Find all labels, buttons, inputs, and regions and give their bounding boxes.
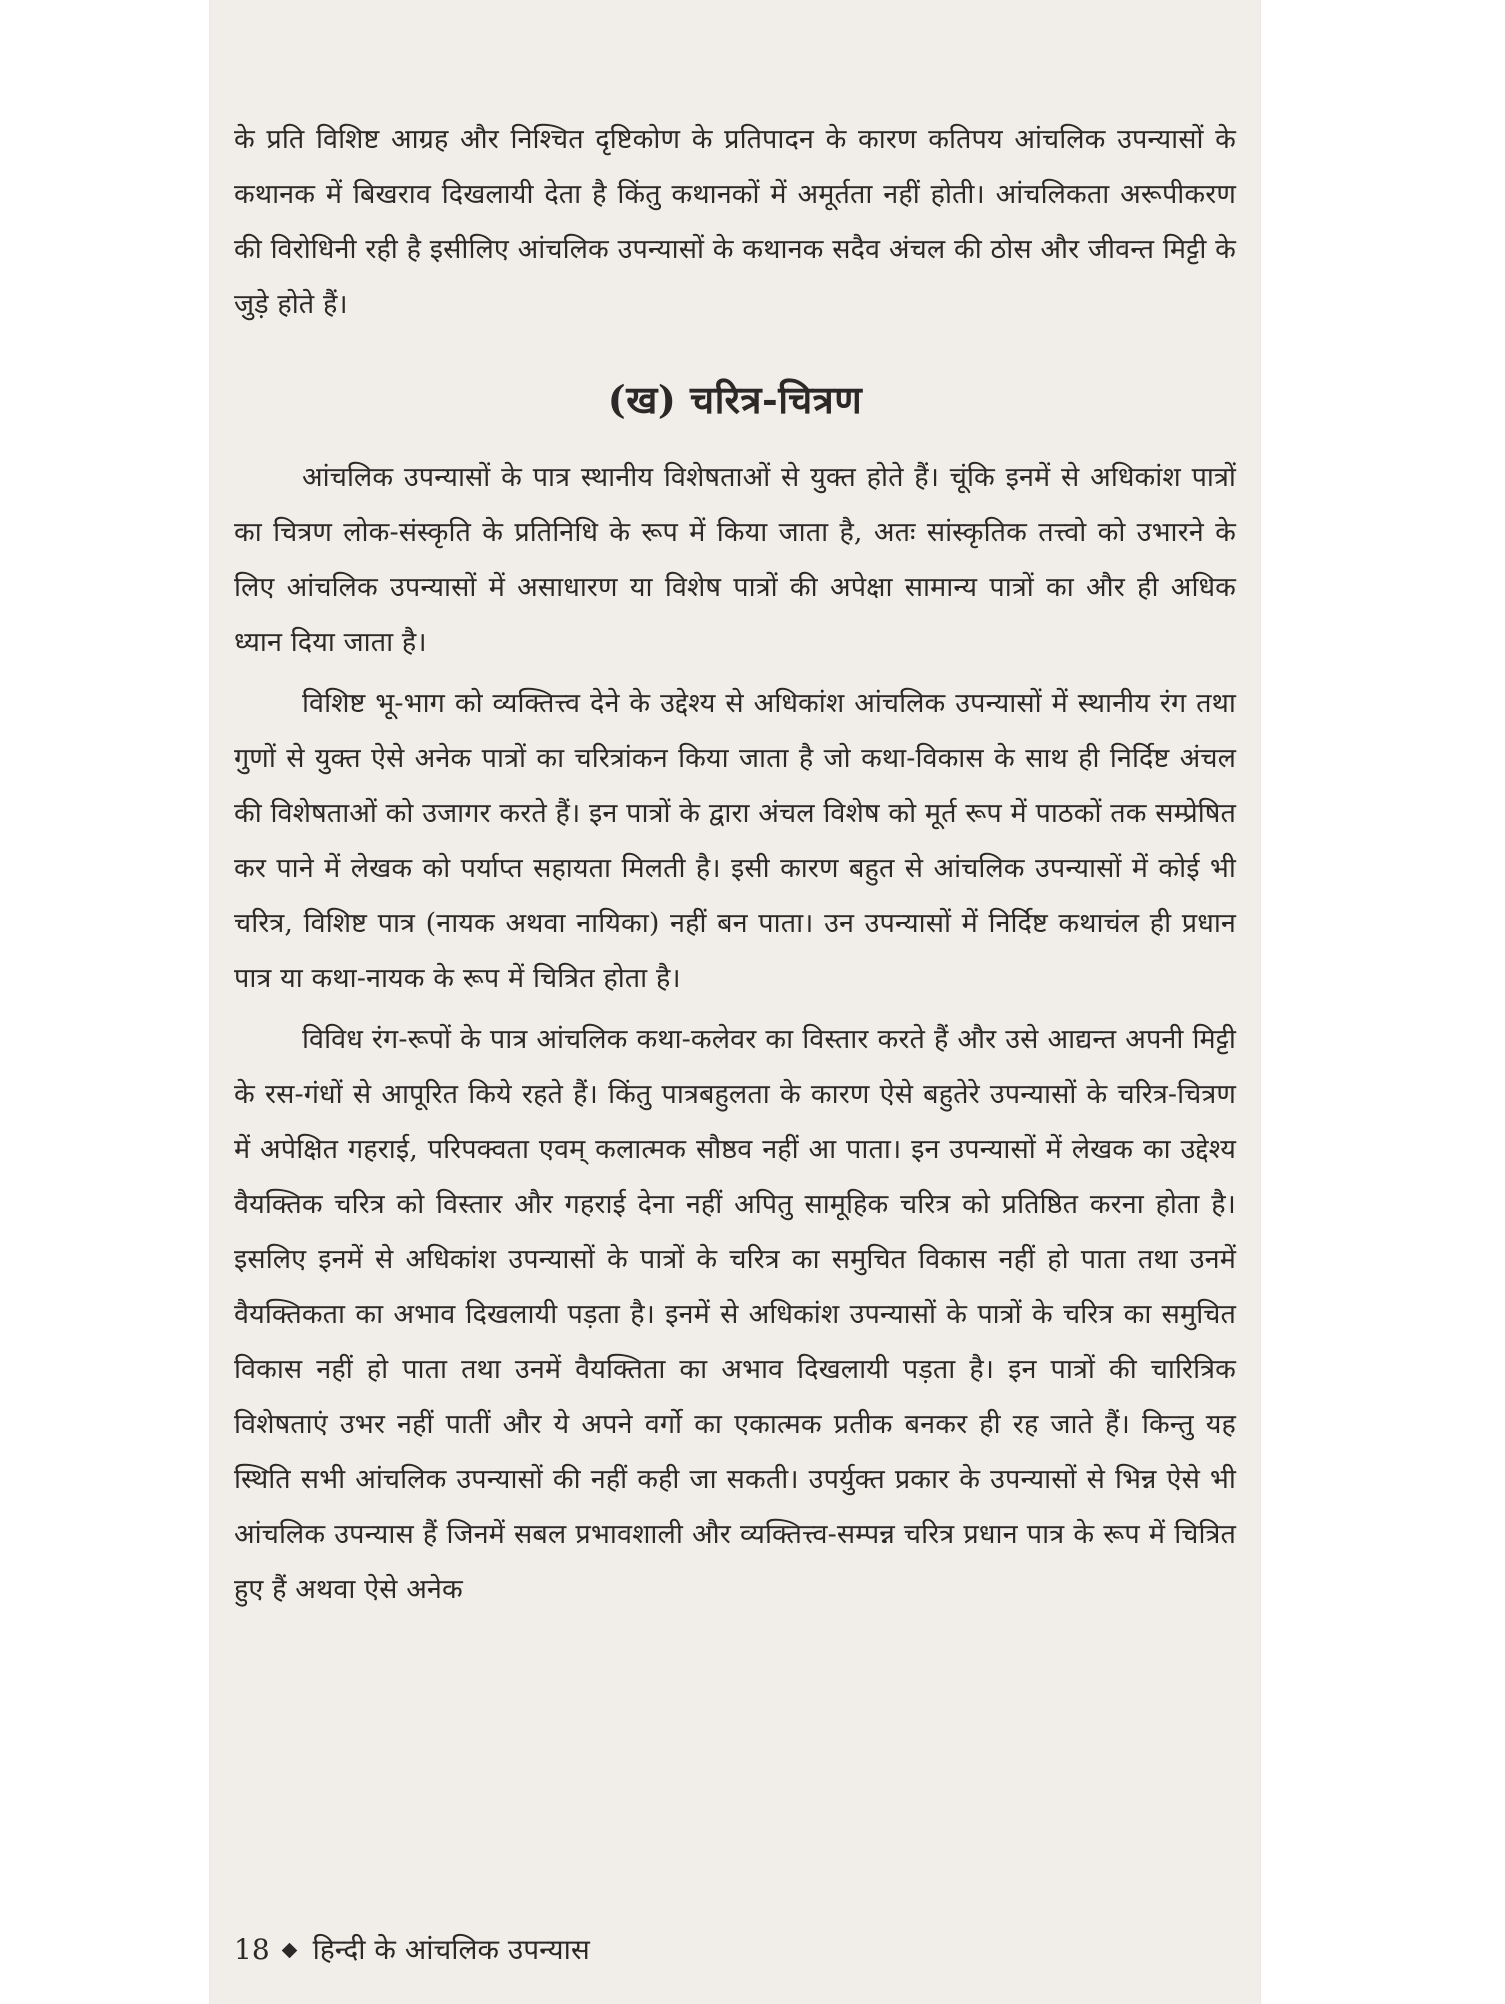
body-paragraph-3: विविध रंग-रूपों के पात्र आंचलिक कथा-कलेवर का विस्तार करते हैं और उसे आद्यन्त अपनी मिट्टी के रस-गंधों से आपूरित किये रहते हैं। किंतु पात्रबहुलता के कारण ऐसे बहुतेरे उपन्यासों के चरित्र-चित्रण में अपेक्षित गहराई, परिपक्वता एवम् कलात्मक सौष्ठव नहीं आ पाता। इन उपन्यासों में लेखक का उद्देश्य वैयक्तिक चरित्र को विस्तार और गहराई देना नहीं अपितु सामूहिक चरित्र को प्रतिष्ठित करना होता है। इसलिए इनमें से अधिकांश उपन्यासों के पात्रों के चरित्र का समुचित विकास नहीं हो पाता तथा उनमें वैयक्तिकता का अभाव दिखलायी पड़ता है। इनमें से अधिकांश उपन्यासों के पात्रों के चरित्र का समुचित विकास नहीं हो पाता तथा उनमें वैयक्तिता का अभाव दिखलायी पड़ता है। इन पात्रों की चारित्रिक विशेषताएं उभर नहीं पातीं और ये अपने वर्गो का एकात्मक प्रतीक बनकर ही रह जाते हैं। किन्तु यह स्थिति सभी आंचलिक उपन्यासों की नहीं कही जा सकती। उपर्युक्त प्रकार के उपन्यासों से भिन्न ऐसे भी आंचलिक उपन्यास हैं जिनमें सबल प्रभावशाली और व्यक्तित्त्व-सम्पन्न चरित्र प्रधान पात्र के रूप में चित्रित हुए हैं अथवा ऐसे अनेक bbox=[234, 1024, 1237, 1605]
section-heading: (ख) चरित्र-चित्रण bbox=[607, 377, 863, 422]
page-number: 18 bbox=[234, 1933, 270, 1966]
body-paragraph-1: आंचलिक उपन्यासों के पात्र स्थानीय विशेषताओं से युक्त होते हैं। चूंकि इनमें से अधिकांश पात्रों का चित्रण लोक-संस्कृति के प्रतिनिधि के रूप में किया जाता है, अतः सांस्कृतिक तत्त्वो को उभारने के लिए आंचलिक उपन्यासों में असाधारण या विशेष पात्रों की अपेक्षा सामान्य पात्रों का और ही अधिक ध्यान दिया जाता है। bbox=[234, 462, 1236, 658]
scanned-page bbox=[210, 0, 1260, 2004]
intro-paragraph: के प्रति विशिष्ट आग्रह और निश्चित दृष्टिकोण के प्रतिपादन के कारण कतिपय आंचलिक उपन्यासों के कथानक में बिखराव दिखलायी देता है किंतु कथानकों में अमूर्तता नहीं होती। आंचलिकता अरूपीकरण की विरोधिनी रही है इसीलिए आंचलिक उपन्यासों के कथानक सदैव अंचल की ठोस और जीवन्त मिट्टी के जुड़े होते हैं। bbox=[234, 124, 1236, 320]
diamond-bullet-icon bbox=[281, 1942, 297, 1958]
book-title: हिन्दी के आंचलिक उपन्यास bbox=[312, 1933, 590, 1966]
body-paragraph-2: विशिष्ट भू-भाग को व्यक्तित्त्व देने के उद्देश्य से अधिकांश आंचलिक उपन्यासों में स्थानीय रंग तथा गुणों से युक्त ऐसे अनेक पात्रों का चरित्रांकन किया जाता है जो कथा-विकास के साथ ही निर्दिष्ट अंचल की विशेषताओं को उजागर करते हैं। इन पात्रों के द्वारा अंचल विशेष को मूर्त रूप में पाठकों तक सम्प्रेषित कर पाने में लेखक को पर्याप्त सहायता मिलती है। इसी कारण बहुत से आंचलिक उपन्यासों में कोई भी चरित्र, विशिष्ट पात्र (नायक अथवा नायिका) नहीं बन पाता। उन उपन्यासों में निर्दिष्ट कथाचंल ही प्रधान पात्र या कथा-नायक के रूप में चित्रित होता है। bbox=[234, 688, 1236, 994]
page-body bbox=[234, 112, 1236, 1623]
page-footer bbox=[234, 1932, 590, 1968]
